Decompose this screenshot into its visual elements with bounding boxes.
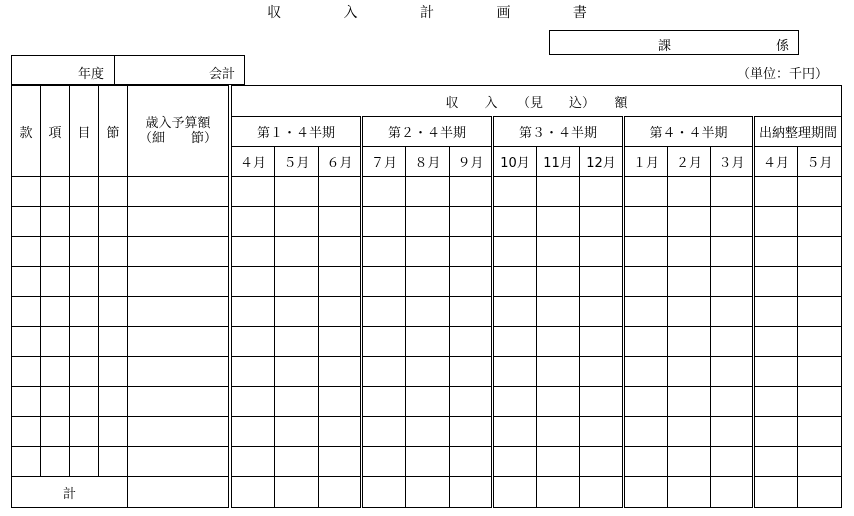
entry-cell[interactable]	[537, 177, 580, 207]
header-setsu: 節	[99, 86, 128, 177]
entry-cell[interactable]	[754, 177, 798, 207]
table-row	[12, 387, 842, 417]
total-cell[interactable]	[362, 477, 406, 508]
entry-cell[interactable]	[798, 267, 842, 297]
entry-cell[interactable]	[41, 387, 70, 417]
entry-cell[interactable]	[70, 357, 99, 387]
entry-cell[interactable]	[798, 327, 842, 357]
entry-cell[interactable]	[450, 237, 493, 267]
entry-cell[interactable]	[362, 327, 406, 357]
entry-cell[interactable]	[275, 177, 319, 207]
entry-cell[interactable]	[798, 297, 842, 327]
entry-cell[interactable]	[232, 237, 275, 267]
entry-cell[interactable]	[537, 327, 580, 357]
entry-cell[interactable]	[450, 417, 493, 447]
entry-cell[interactable]	[232, 177, 275, 207]
entry-cell[interactable]	[319, 387, 362, 417]
header-month: 12月	[580, 147, 624, 177]
header-budget	[128, 86, 229, 177]
entry-cell[interactable]	[493, 357, 537, 387]
entry-cell[interactable]	[450, 327, 493, 357]
entry-cell[interactable]	[275, 237, 319, 267]
entry-cell[interactable]	[624, 207, 668, 237]
entry-cell[interactable]	[537, 297, 580, 327]
unit-label: （単位：千円）	[736, 67, 828, 82]
header-month: ４月	[232, 147, 275, 177]
entry-cell[interactable]	[624, 387, 668, 417]
entry-cell[interactable]	[275, 297, 319, 327]
entry-cell[interactable]	[319, 207, 362, 237]
entry-cell[interactable]	[580, 447, 624, 477]
entry-cell[interactable]	[493, 177, 537, 207]
entry-cell[interactable]	[12, 327, 41, 357]
header-quarter-4: 第４・４半期	[624, 117, 754, 147]
entry-cell[interactable]	[70, 327, 99, 357]
header-quarter-1: 第１・４半期	[232, 117, 362, 147]
entry-cell[interactable]	[537, 447, 580, 477]
year-label: 年度	[78, 67, 105, 82]
entry-cell[interactable]	[537, 357, 580, 387]
entry-cell[interactable]	[580, 177, 624, 207]
entry-cell[interactable]	[754, 327, 798, 357]
department-box	[549, 30, 799, 55]
table-row	[12, 447, 842, 477]
entry-cell[interactable]	[711, 297, 754, 327]
total-cell[interactable]	[275, 477, 319, 508]
total-cell[interactable]	[668, 477, 711, 508]
entry-cell[interactable]	[450, 447, 493, 477]
entry-cell[interactable]	[580, 297, 624, 327]
entry-cell[interactable]	[70, 297, 99, 327]
entry-cell[interactable]	[232, 207, 275, 237]
entry-cell[interactable]	[128, 297, 229, 327]
entry-cell[interactable]	[275, 357, 319, 387]
entry-cell[interactable]	[275, 327, 319, 357]
entry-cell[interactable]	[99, 267, 128, 297]
header-quarter-2: 第２・４半期	[362, 117, 493, 147]
entry-cell[interactable]	[711, 357, 754, 387]
entry-cell[interactable]	[362, 267, 406, 297]
entry-cell[interactable]	[754, 357, 798, 387]
entry-cell[interactable]	[754, 207, 798, 237]
entry-cell[interactable]	[362, 447, 406, 477]
entry-cell[interactable]	[798, 417, 842, 447]
entry-cell[interactable]	[41, 357, 70, 387]
entry-cell[interactable]	[406, 207, 450, 237]
entry-cell[interactable]	[668, 447, 711, 477]
entry-cell[interactable]	[668, 207, 711, 237]
year-account-box	[11, 55, 245, 85]
entry-cell[interactable]	[12, 297, 41, 327]
entry-cell[interactable]	[624, 357, 668, 387]
entry-cell[interactable]	[41, 297, 70, 327]
entry-cell[interactable]	[319, 237, 362, 267]
entry-cell[interactable]	[668, 417, 711, 447]
entry-cell[interactable]	[128, 327, 229, 357]
entry-cell[interactable]	[319, 177, 362, 207]
entry-cell[interactable]	[99, 237, 128, 267]
title-char: 収	[267, 5, 282, 21]
entry-cell[interactable]	[580, 207, 624, 237]
header-month: ７月	[362, 147, 406, 177]
entry-cell[interactable]	[450, 267, 493, 297]
total-cell[interactable]	[624, 477, 668, 508]
entry-cell[interactable]	[232, 267, 275, 297]
entry-cell[interactable]	[70, 267, 99, 297]
entry-cell[interactable]	[99, 387, 128, 417]
entry-cell[interactable]	[70, 207, 99, 237]
entry-cell[interactable]	[668, 177, 711, 207]
entry-cell[interactable]	[406, 237, 450, 267]
entry-cell[interactable]	[754, 417, 798, 447]
entry-cell[interactable]	[450, 387, 493, 417]
entry-cell[interactable]	[362, 297, 406, 327]
entry-cell[interactable]	[624, 447, 668, 477]
entry-cell[interactable]	[450, 177, 493, 207]
entry-cell[interactable]	[99, 357, 128, 387]
entry-cell[interactable]	[12, 357, 41, 387]
header-month: 10月	[493, 147, 537, 177]
entry-cell[interactable]	[99, 327, 128, 357]
entry-cell[interactable]	[537, 237, 580, 267]
table-row	[12, 177, 842, 207]
total-cell[interactable]	[406, 477, 450, 508]
entry-cell[interactable]	[450, 357, 493, 387]
entry-cell[interactable]	[711, 207, 754, 237]
table-row	[12, 297, 842, 327]
entry-cell[interactable]	[319, 297, 362, 327]
entry-cell[interactable]	[275, 447, 319, 477]
entry-cell[interactable]	[70, 417, 99, 447]
header-month: 11月	[537, 147, 580, 177]
header-month: １月	[624, 147, 668, 177]
entry-cell[interactable]	[319, 267, 362, 297]
entry-cell[interactable]	[362, 237, 406, 267]
entry-cell[interactable]	[493, 207, 537, 237]
entry-cell[interactable]	[798, 387, 842, 417]
entry-cell[interactable]	[12, 177, 41, 207]
total-label: 計	[12, 477, 128, 508]
entry-cell[interactable]	[711, 417, 754, 447]
header-month: ６月	[319, 147, 362, 177]
header-revenue: 収 入 （見 込） 額	[232, 86, 842, 117]
total-cell[interactable]	[493, 477, 537, 508]
entry-cell[interactable]	[624, 177, 668, 207]
section-label: 係	[776, 39, 790, 54]
divider	[114, 56, 115, 84]
entry-cell[interactable]	[406, 267, 450, 297]
entry-cell[interactable]	[493, 297, 537, 327]
entry-cell[interactable]	[128, 357, 229, 387]
table-row	[12, 267, 842, 297]
header-month: ５月	[275, 147, 319, 177]
entry-cell[interactable]	[450, 297, 493, 327]
entry-cell[interactable]	[580, 237, 624, 267]
entry-cell[interactable]	[128, 447, 229, 477]
entry-cell[interactable]	[493, 447, 537, 477]
title-char: 書	[572, 5, 587, 21]
entry-cell[interactable]	[275, 387, 319, 417]
department-label: 課	[658, 39, 672, 54]
entry-cell[interactable]	[493, 327, 537, 357]
table-row	[12, 207, 842, 237]
revenue-plan-table	[11, 85, 842, 508]
total-cell[interactable]	[128, 477, 229, 508]
entry-cell[interactable]	[99, 417, 128, 447]
total-cell[interactable]	[711, 477, 754, 508]
entry-cell[interactable]	[798, 447, 842, 477]
total-cell[interactable]	[319, 477, 362, 508]
table-row	[12, 237, 842, 267]
entry-cell[interactable]	[668, 387, 711, 417]
header-settlement-period: 出納整理期間	[754, 117, 842, 147]
entry-cell[interactable]	[41, 417, 70, 447]
entry-cell[interactable]	[362, 207, 406, 237]
entry-cell[interactable]	[406, 447, 450, 477]
entry-cell[interactable]	[624, 237, 668, 267]
entry-cell[interactable]	[711, 387, 754, 417]
entry-cell[interactable]	[232, 357, 275, 387]
total-cell[interactable]	[537, 477, 580, 508]
total-cell[interactable]	[580, 477, 624, 508]
entry-cell[interactable]	[362, 177, 406, 207]
entry-cell[interactable]	[493, 267, 537, 297]
entry-cell[interactable]	[624, 327, 668, 357]
entry-cell[interactable]	[41, 327, 70, 357]
header-month: ２月	[668, 147, 711, 177]
entry-cell[interactable]	[711, 267, 754, 297]
entry-cell[interactable]	[668, 297, 711, 327]
header-month: ９月	[450, 147, 493, 177]
title-char: 入	[343, 5, 358, 21]
entry-cell[interactable]	[70, 177, 99, 207]
header-moku: 目	[70, 86, 99, 177]
entry-cell[interactable]	[580, 357, 624, 387]
header-month: ３月	[711, 147, 754, 177]
entry-cell[interactable]	[99, 177, 128, 207]
entry-cell[interactable]	[624, 267, 668, 297]
entry-cell[interactable]	[406, 177, 450, 207]
title-char: 計	[420, 5, 434, 21]
entry-cell[interactable]	[275, 417, 319, 447]
entry-cell[interactable]	[128, 267, 229, 297]
entry-cell[interactable]	[537, 417, 580, 447]
entry-cell[interactable]	[754, 267, 798, 297]
entry-cell[interactable]	[537, 387, 580, 417]
entry-cell[interactable]	[493, 417, 537, 447]
total-cell[interactable]	[798, 477, 842, 508]
account-label: 会計	[209, 67, 236, 82]
entry-cell[interactable]	[128, 387, 229, 417]
entry-cell[interactable]	[493, 387, 537, 417]
entry-cell[interactable]	[450, 207, 493, 237]
entry-cell[interactable]	[41, 237, 70, 267]
entry-cell[interactable]	[128, 237, 229, 267]
entry-cell[interactable]	[319, 447, 362, 477]
entry-cell[interactable]	[99, 447, 128, 477]
entry-cell[interactable]	[406, 327, 450, 357]
total-cell[interactable]	[232, 477, 275, 508]
entry-cell[interactable]	[99, 297, 128, 327]
entry-cell[interactable]	[624, 297, 668, 327]
entry-cell[interactable]	[711, 447, 754, 477]
entry-cell[interactable]	[12, 447, 41, 477]
entry-cell[interactable]	[99, 207, 128, 237]
document-title	[0, 2, 854, 22]
header-month: ４月	[754, 147, 798, 177]
entry-cell[interactable]	[580, 327, 624, 357]
budget-line1: 歳入予算額	[145, 116, 211, 131]
entry-cell[interactable]	[12, 207, 41, 237]
entry-cell[interactable]	[624, 417, 668, 447]
entry-cell[interactable]	[70, 447, 99, 477]
entry-cell[interactable]	[580, 417, 624, 447]
entry-cell[interactable]	[537, 267, 580, 297]
budget-line2: （細 節）	[138, 131, 217, 146]
entry-cell[interactable]	[319, 417, 362, 447]
entry-cell[interactable]	[406, 417, 450, 447]
entry-cell[interactable]	[128, 177, 229, 207]
entry-cell[interactable]	[537, 207, 580, 237]
entry-cell[interactable]	[362, 417, 406, 447]
entry-cell[interactable]	[362, 387, 406, 417]
entry-cell[interactable]	[493, 237, 537, 267]
entry-cell[interactable]	[12, 267, 41, 297]
entry-cell[interactable]	[12, 387, 41, 417]
entry-cell[interactable]	[41, 177, 70, 207]
entry-cell[interactable]	[406, 357, 450, 387]
entry-cell[interactable]	[232, 297, 275, 327]
entry-cell[interactable]	[128, 417, 229, 447]
entry-cell[interactable]	[754, 297, 798, 327]
entry-cell[interactable]	[406, 297, 450, 327]
entry-cell[interactable]	[798, 357, 842, 387]
entry-cell[interactable]	[711, 177, 754, 207]
entry-cell[interactable]	[232, 417, 275, 447]
entry-cell[interactable]	[711, 327, 754, 357]
entry-cell[interactable]	[232, 447, 275, 477]
entry-cell[interactable]	[668, 237, 711, 267]
title-char: 画	[496, 5, 511, 21]
entry-cell[interactable]	[12, 237, 41, 267]
total-cell[interactable]	[450, 477, 493, 508]
table-row	[12, 357, 842, 387]
entry-cell[interactable]	[41, 207, 70, 237]
entry-cell[interactable]	[232, 387, 275, 417]
entry-cell[interactable]	[275, 267, 319, 297]
table-row	[12, 417, 842, 447]
entry-cell[interactable]	[319, 357, 362, 387]
entry-cell[interactable]	[70, 237, 99, 267]
entry-cell[interactable]	[70, 387, 99, 417]
entry-cell[interactable]	[362, 357, 406, 387]
table-row	[12, 327, 842, 357]
entry-cell[interactable]	[711, 237, 754, 267]
header-kan: 款	[12, 86, 41, 177]
entry-cell[interactable]	[668, 267, 711, 297]
entry-cell[interactable]	[798, 177, 842, 207]
entry-cell[interactable]	[275, 207, 319, 237]
header-month: ８月	[406, 147, 450, 177]
entry-cell[interactable]	[580, 387, 624, 417]
header-quarter-3: 第３・４半期	[493, 117, 624, 147]
header-kou: 項	[41, 86, 70, 177]
entry-cell[interactable]	[668, 327, 711, 357]
entry-cell[interactable]	[754, 447, 798, 477]
entry-cell[interactable]	[41, 447, 70, 477]
entry-cell[interactable]	[406, 387, 450, 417]
entry-cell[interactable]	[580, 267, 624, 297]
entry-cell[interactable]	[319, 327, 362, 357]
entry-cell[interactable]	[754, 237, 798, 267]
header-month: ５月	[798, 147, 842, 177]
entry-cell[interactable]	[668, 357, 711, 387]
entry-cell[interactable]	[754, 387, 798, 417]
entry-cell[interactable]	[232, 327, 275, 357]
entry-cell[interactable]	[41, 267, 70, 297]
total-cell[interactable]	[754, 477, 798, 508]
total-row	[12, 477, 842, 508]
entry-cell[interactable]	[128, 207, 229, 237]
entry-cell[interactable]	[12, 417, 41, 447]
entry-cell[interactable]	[798, 207, 842, 237]
entry-cell[interactable]	[798, 237, 842, 267]
